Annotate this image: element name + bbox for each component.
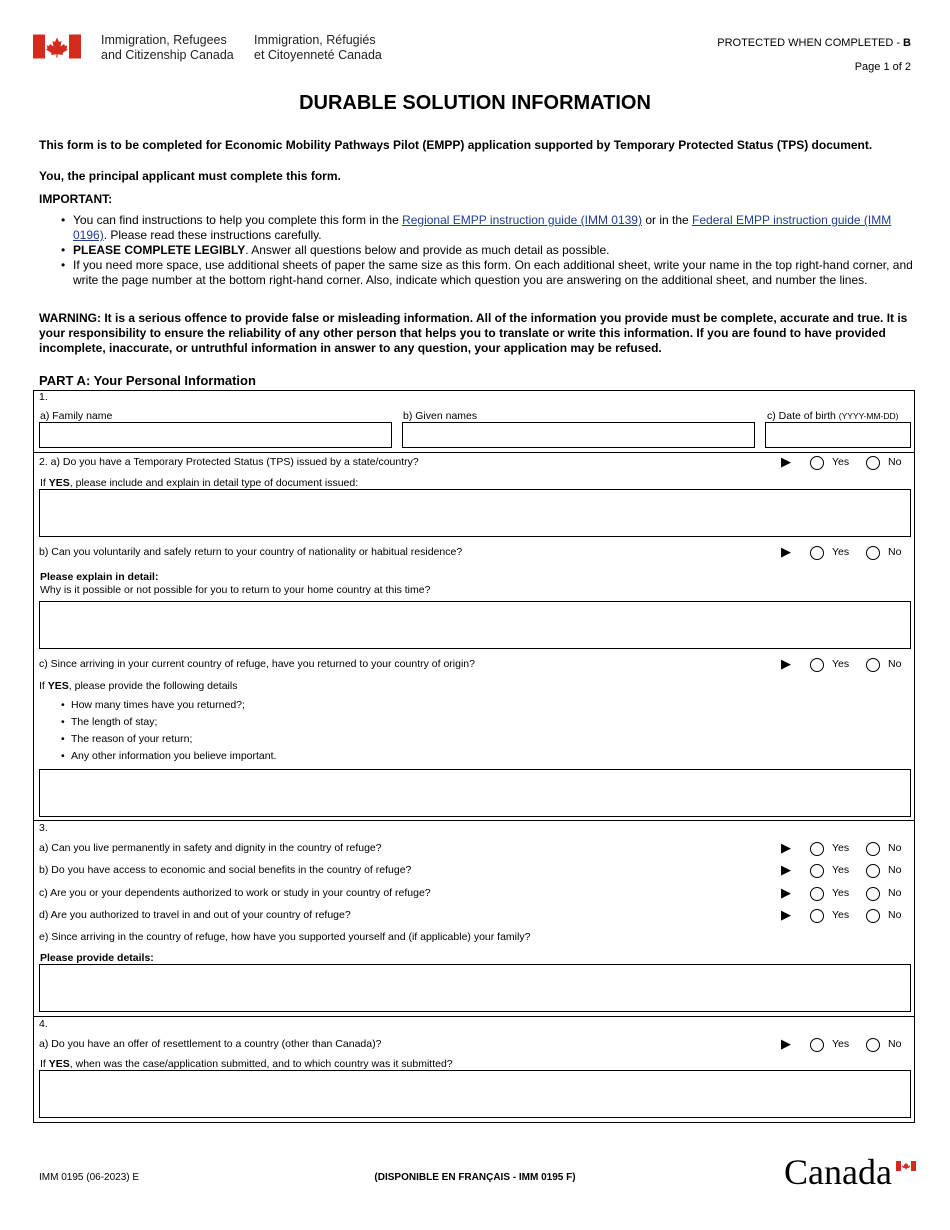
wordmark-flag-icon: [896, 1158, 916, 1176]
protected-level: B: [903, 37, 911, 49]
if-text: If: [40, 477, 49, 489]
q4-answer-box[interactable]: [39, 1070, 911, 1118]
q2a-answer-box[interactable]: [39, 489, 911, 537]
q3b-question: b) Do you have access to economic and social benefits in the country of refuge?: [39, 864, 412, 876]
legibly-emphasis: PLEASE COMPLETE LEGIBLY: [73, 243, 246, 257]
page-title: DURABLE SOLUTION INFORMATION: [299, 92, 651, 114]
french-availability: (DISPONIBLE EN FRANÇAIS - IMM 0195 F): [374, 1172, 576, 1183]
no-label: No: [888, 887, 902, 899]
protected-text: PROTECTED WHEN COMPLETED -: [717, 37, 904, 49]
yes-emphasis: YES: [48, 1058, 70, 1070]
q2c-no-radio[interactable]: [866, 658, 880, 672]
yes-label: Yes: [832, 546, 850, 558]
dept-en-line1: Immigration, Refugees: [101, 33, 227, 47]
yes-emphasis: YES: [47, 680, 69, 692]
q2b-yes-radio[interactable]: [810, 546, 824, 560]
arrow-icon: ▶: [781, 544, 791, 559]
instruction-text: . Please read these instructions carefully.: [103, 228, 322, 242]
yes-label: Yes: [832, 864, 850, 876]
instruction-text: or in the: [641, 213, 693, 227]
no-label: No: [888, 1038, 902, 1050]
instruction-item: [39, 213, 919, 243]
yes-label: Yes: [832, 842, 850, 854]
yes-emphasis: YES: [48, 477, 70, 489]
yes-label: Yes: [832, 1038, 850, 1050]
q3d-no-radio[interactable]: [866, 909, 880, 923]
q3e-question: e) Since arriving in the country of refuge, how have you supported yourself and (if applicable) your family?: [39, 931, 531, 943]
important-label: IMPORTANT:: [39, 192, 113, 206]
yes-label: Yes: [832, 909, 850, 921]
department-name-fr: [254, 33, 382, 63]
no-label: No: [888, 546, 902, 558]
arrow-icon: ▶: [781, 1036, 791, 1051]
q3a-yes-radio[interactable]: [810, 842, 824, 856]
protected-label: [717, 37, 911, 49]
instruction-text: . Answer all questions below and provide as much detail as possible.: [245, 243, 610, 257]
q3a-no-radio[interactable]: [866, 842, 880, 856]
q3d-question: d) Are you authorized to travel in and out of your country of refuge?: [39, 909, 351, 921]
dob-label-text: c) Date of birth: [767, 410, 839, 422]
q3-details-label: Please provide details:: [40, 952, 154, 964]
department-name-en: [101, 33, 234, 63]
q4a-yes-radio[interactable]: [810, 1038, 824, 1052]
q4a-no-radio[interactable]: [866, 1038, 880, 1052]
intro-line1: This form is to be completed for Economic Mobility Pathways Pilot (EMPP) application supported by Temporary Protected Status (TPS) document.: [39, 138, 873, 152]
if-text: If: [40, 1058, 49, 1070]
no-label: No: [888, 456, 902, 468]
warning-text: WARNING: It is a serious offence to provide false or misleading information. All of the information you provide must be complete, accurate and true. It is your responsibility to ensure the reliability of any other person that helps you to translate or write this information. If you are found to have provided incomplete, inaccurate, or untruthful information in answer to any question, your application may be refused.: [39, 311, 908, 355]
q3d-yes-radio[interactable]: [810, 909, 824, 923]
q1-number: 1.: [39, 391, 48, 403]
list-item: • How many times have you returned?;: [39, 697, 539, 714]
list-item: • The reason of your return;: [39, 731, 539, 748]
arrow-icon: ▶: [781, 656, 791, 671]
arrow-icon: ▶: [781, 907, 791, 922]
q3-number: 3.: [39, 822, 48, 834]
dob-format: (YYYY-MM-DD): [838, 411, 899, 421]
part-a-title: PART A: Your Personal Information: [39, 373, 256, 388]
arrow-icon: ▶: [781, 862, 791, 877]
q2b-explain-label: Please explain in detail:: [40, 571, 159, 583]
instruction-item: [39, 243, 919, 258]
if-text: If: [39, 680, 48, 692]
divider: [34, 820, 914, 821]
list-item: • Any other information you believe important.: [39, 748, 539, 765]
q2a-no-radio[interactable]: [866, 456, 880, 470]
list-item: • The length of stay;: [39, 714, 539, 731]
q2c-details-list: [39, 697, 539, 765]
if-rest-text: , please provide the following details: [68, 680, 238, 692]
dept-fr-line1: Immigration, Réfugiés: [254, 33, 376, 47]
q4-number: 4.: [39, 1018, 48, 1030]
no-label: No: [888, 658, 902, 670]
federal-guide-link[interactable]: Federal EMPP instruction guide (IMM 0196): [73, 213, 892, 242]
yes-label: Yes: [832, 658, 850, 670]
q2c-question: c) Since arriving in your current country of refuge, have you returned to your country of origin?: [39, 658, 475, 670]
q2a-yes-radio[interactable]: [810, 456, 824, 470]
dept-en-line2: and Citizenship Canada: [101, 48, 234, 62]
q2c-answer-box[interactable]: [39, 769, 911, 817]
q3b-no-radio[interactable]: [866, 864, 880, 878]
instructions-list: [39, 213, 919, 288]
canada-flag-logo: [33, 34, 81, 64]
yes-label: Yes: [832, 887, 850, 899]
q2b-answer-box[interactable]: [39, 601, 911, 649]
arrow-icon: ▶: [781, 454, 791, 469]
q3a-question: a) Can you live permanently in safety and dignity in the country of refuge?: [39, 842, 382, 854]
q3e-answer-box[interactable]: [39, 964, 911, 1012]
regional-guide-link[interactable]: Regional EMPP instruction guide (IMM 0139): [402, 213, 642, 227]
no-label: No: [888, 909, 902, 921]
form-id: IMM 0195 (06-2023) E: [39, 1172, 140, 1183]
q2b-question: b) Can you voluntarily and safely return to your country of nationality or habitual residence?: [39, 546, 463, 558]
yes-label: Yes: [832, 456, 850, 468]
divider: [34, 1016, 914, 1017]
dob-input[interactable]: [765, 422, 911, 448]
instruction-text: You can find instructions to help you complete this form in the: [73, 213, 403, 227]
divider: [34, 452, 914, 453]
given-names-label: b) Given names: [403, 410, 478, 422]
family-name-input[interactable]: [39, 422, 392, 448]
q3c-no-radio[interactable]: [866, 887, 880, 901]
arrow-icon: ▶: [781, 840, 791, 855]
no-label: No: [888, 842, 902, 854]
instruction-item: • If you need more space, use additional sheets of paper the same size as this form. On each additional sheet, write your name in the top right-hand corner, and write the page number at the bottom right-hand corner. Also, indicate which question you are answering on the additional sheet, and number the lines.: [39, 258, 919, 288]
intro-line2: You, the principal applicant must complete this form.: [39, 169, 341, 183]
q2c-if-yes: [39, 680, 237, 693]
q2b-no-radio[interactable]: [866, 546, 880, 560]
arrow-icon: ▶: [781, 885, 791, 900]
canada-wordmark: Canada: [784, 1152, 892, 1192]
dept-fr-line2: et Citoyenneté Canada: [254, 48, 382, 62]
q3b-yes-radio[interactable]: [810, 864, 824, 878]
page-number: Page 1 of 2: [854, 61, 911, 73]
q4a-question: a) Do you have an offer of resettlement to a country (other than Canada)?: [39, 1038, 382, 1050]
given-names-input[interactable]: [402, 422, 755, 448]
if-rest-text: , please include and explain in detail type of document issued:: [69, 477, 359, 489]
q2c-yes-radio[interactable]: [810, 658, 824, 672]
q3c-yes-radio[interactable]: [810, 887, 824, 901]
no-label: No: [888, 864, 902, 876]
family-name-label: a) Family name: [40, 410, 113, 422]
if-rest-text: , when was the case/application submitted, and to which country was it submitted?: [69, 1058, 453, 1070]
q3c-question: c) Are you or your dependents authorized to work or study in your country of refuge?: [39, 887, 431, 899]
q2b-why-label: Why is it possible or not possible for you to return to your home country at this time?: [40, 584, 431, 596]
q2a-question: 2. a) Do you have a Temporary Protected Status (TPS) issued by a state/country?: [39, 456, 419, 468]
